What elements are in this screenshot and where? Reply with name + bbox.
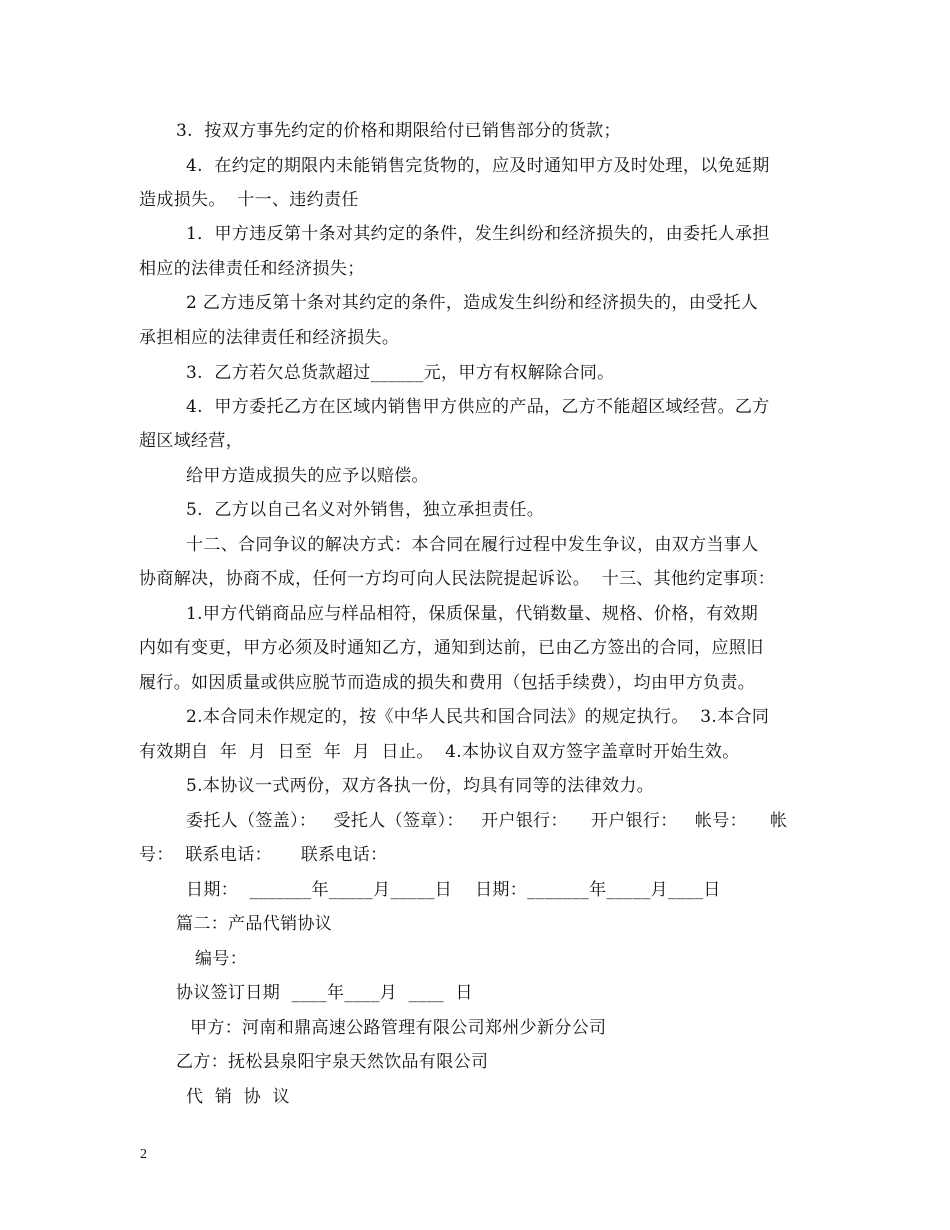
text-line-19: 有效期自 年 月 日至 年 月 日止。 4.本协议自双方签字盖章时开始生效。 xyxy=(139,742,740,762)
text-line-23: 日期： _______年_____月_____日 日期：_______年_____月____日 xyxy=(186,880,721,900)
page-number: 2 xyxy=(140,1147,147,1162)
text-line-8: 3. 乙方若欠总货款超过______元，甲方有权解除合同。 xyxy=(186,363,615,383)
text-line-26: 协议签订日期 ____年____月 ____ 日 xyxy=(176,983,473,1003)
section-heading: 篇二：产品代销协议 xyxy=(176,914,333,934)
text-line-3: 造成损失。 十一、违约责任 xyxy=(139,190,359,210)
text-line-15: 1.甲方代销商品应与样品相符，保质保量，代销数量、规格、价格，有效期 xyxy=(186,604,759,624)
text-line-29: 代 销 协 议 xyxy=(186,1087,290,1107)
text-line-7: 承担相应的法律责任和经济损失。 xyxy=(139,328,400,348)
text-line-22: 号： 联系电话： 联系电话： xyxy=(139,845,388,865)
text-line-2: 4. 在约定的期限内未能销售完货物的，应及时通知甲方及时处理，以免延期 xyxy=(186,156,770,176)
text-line-18: 2.本合同未作规定的，按《中华人民共和国合同法》的规定执行。 3.本合同 xyxy=(186,707,770,727)
text-line-20: 5.本协议一式两份，双方各执一份，均具有同等的法律效力。 xyxy=(186,776,655,796)
text-line-4: 1．甲方违反第十条对其约定的条件，发生纠纷和经济损失的，由委托人承担 xyxy=(186,224,770,244)
text-line-11: 给甲方造成损失的应予以赔偿。 xyxy=(186,466,429,486)
text-line-28: 乙方：抚松县泉阳宇泉天然饮品有限公司 xyxy=(176,1052,489,1072)
text-line-12: 5. 乙方以自己名义对外销售，独立承担责任。 xyxy=(186,500,545,520)
text-line-14: 协商解决，协商不成，任何一方均可向人民法院提起诉讼。 十三、其他约定事项： xyxy=(139,569,776,589)
text-line-1: 3. 按双方事先约定的价格和期限给付已销售部分的货款； xyxy=(176,121,621,141)
text-line-17: 履行。如因质量或供应脱节而造成的损失和费用（包括手续费），均由甲方负责。 xyxy=(139,673,756,693)
text-line-10: 超区域经营， xyxy=(139,431,244,451)
text-line-25: 编号： xyxy=(195,949,248,969)
text-line-6: 2 乙方违反第十条对其约定的条件，造成发生纠纷和经济损失的，由受托人 xyxy=(186,293,759,313)
text-line-9: 4. 甲方委托乙方在区域内销售甲方供应的产品，乙方不能超区域经营。乙方 xyxy=(186,397,770,417)
text-line-21: 委托人（签盖）： 受托人（签章）： 开户银行： 开户银行： 帐号： 帐 xyxy=(186,811,788,831)
text-line-16: 内如有变更，甲方必须及时通知乙方，通知到达前，已由乙方签出的合同，应照旧 xyxy=(139,638,764,658)
text-line-13: 十二、合同争议的解决方式：本合同在履行过程中发生争议，由双方当事人 xyxy=(186,535,759,555)
text-line-27: 甲方：河南和鼎高速公路管理有限公司郑州少新分公司 xyxy=(190,1018,607,1038)
text-line-5: 相应的法律责任和经济损失； xyxy=(139,259,365,279)
